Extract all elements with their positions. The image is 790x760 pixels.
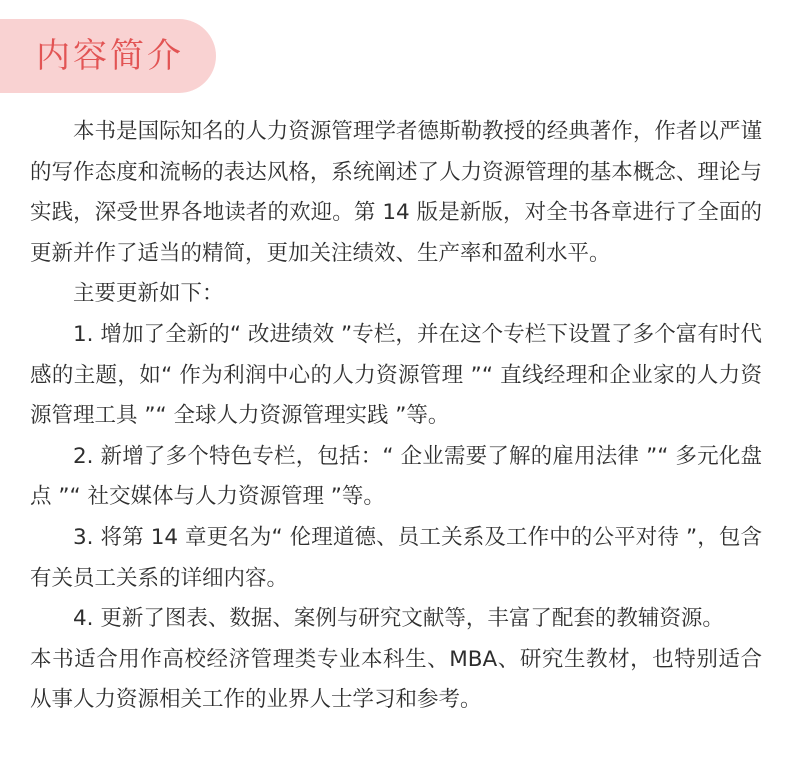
update-item-3: 3. 将第 14 章更名为“ 伦理道德、员工关系及工作中的公平对待 ”，包含有关员工关系的详细内容。 bbox=[30, 524, 762, 591]
updates-heading: 主要更新如下： bbox=[73, 281, 224, 307]
closing-paragraph: 本书适合用作高校经济管理类专业本科生、MBA、研究生教材，也特别适合从事人力资源相关工作的业界人士学习和参考。 bbox=[30, 646, 762, 713]
description-body bbox=[30, 112, 762, 721]
intro-paragraph: 本书是国际知名的人力资源管理学者德斯勒教授的经典著作，作者以严谨的写作态度和流畅的表达风格，系统阐述了人力资源管理的基本概念、理论与实践，深受世界各地读者的欢迎。第 14 版是新版，对全书各章进行了全面的更新并作了适当的精简，更加关注绩效、生产率和盈利水平。 bbox=[30, 119, 762, 266]
update-item-2: 2. 新增了多个特色专栏，包括：“ 企业需要了解的雇用法律 ”“ 多元化盘点 ”“ 社交媒体与人力资源管理 ”等。 bbox=[30, 443, 762, 510]
section-title: 内容简介 bbox=[36, 36, 184, 76]
update-item-4: 4. 更新了图表、数据、案例与研究文献等，丰富了配套的教辅资源。 bbox=[73, 606, 724, 632]
update-item-1: 1. 增加了全新的“ 改进绩效 ”专栏，并在这个专栏下设置了多个富有时代感的主题，如“ 作为利润中心的人力资源管理 ”“ 直线经理和企业家的人力资源管理工具 ”“ 全球人力资源管理实践 ”等。 bbox=[30, 321, 762, 429]
